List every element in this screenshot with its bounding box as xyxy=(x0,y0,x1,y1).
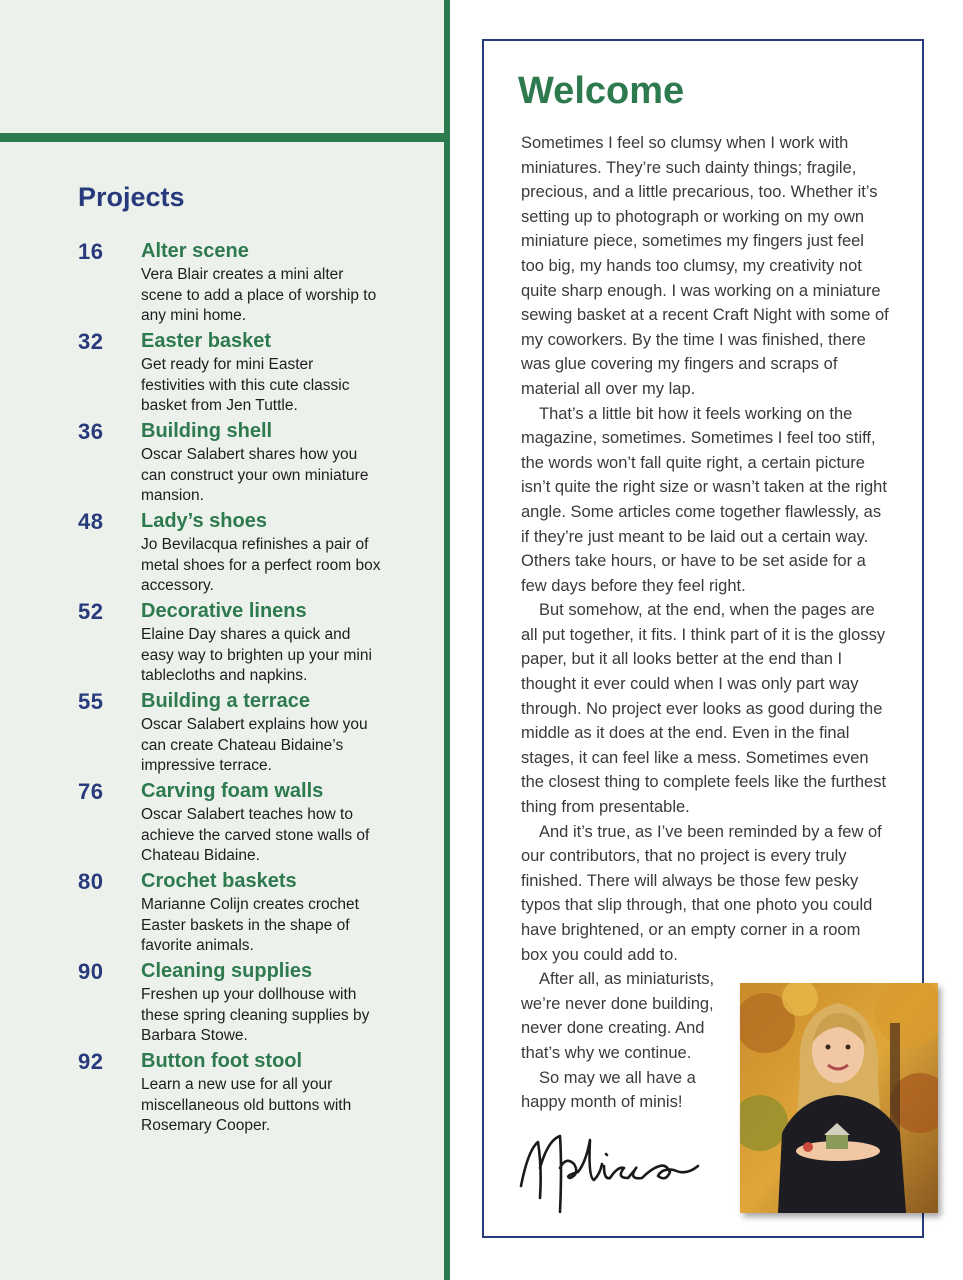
project-title: Lady’s shoes xyxy=(141,510,267,532)
project-description: Oscar Salabert explains how you can create Chateau Bidaine’s impressive terrace. xyxy=(141,716,368,774)
project-entry[interactable] xyxy=(78,510,438,600)
project-description: Freshen up your dollhouse with these spring cleaning supplies by Barbara Stowe. xyxy=(141,986,370,1044)
vertical-divider xyxy=(444,0,450,1280)
project-title: Alter scene xyxy=(141,240,249,262)
letter-paragraph: After all, as miniaturists, we’re never done building, never done creating. And that’s why we continue. xyxy=(521,970,715,1062)
project-page-number: 52 xyxy=(78,599,104,624)
project-list xyxy=(78,240,438,1140)
signature xyxy=(516,1128,716,1218)
welcome-title: Welcome xyxy=(518,70,685,112)
letter-paragraph: Sometimes I feel so clumsy when I work with miniatures. They’re such dainty things; fragile, precious, and a little precarious, too. Whether it’s setting up to photograph or working on my own miniature piece, sometimes my fingers just feel too big, my hands too clumsy, my creativity not quite sharp enough. I was working on a miniature sewing basket at a recent Craft Night with some of my coworkers. By the time I was finished, there was glue covering my fingers and scraps of material all over my lap. xyxy=(521,134,889,398)
letter-paragraph: And it’s true, as I’ve been reminded by a few of our contributors, that no project is every truly finished. There will always be those few pesky typos that slip through, that one photo you could have brightened, or an empty corner in a room box you could add to. xyxy=(521,822,882,964)
project-title: Easter basket xyxy=(141,330,272,352)
horizontal-divider xyxy=(0,133,444,142)
project-entry[interactable] xyxy=(78,420,438,510)
project-description: Learn a new use for all your miscellaneous old buttons with Rosemary Cooper. xyxy=(141,1076,352,1134)
project-entry[interactable] xyxy=(78,330,438,420)
project-entry[interactable] xyxy=(78,240,438,330)
editor-photo xyxy=(740,983,938,1213)
project-page-number: 90 xyxy=(78,959,104,984)
project-entry[interactable] xyxy=(78,1050,438,1140)
projects-heading: Projects xyxy=(78,182,185,212)
project-title: Button foot stool xyxy=(141,1050,303,1072)
project-description: Elaine Day shares a quick and easy way to brighten up your mini tablecloths and napkins. xyxy=(141,626,372,684)
project-description: Oscar Salabert teaches how to achieve the carved stone walls of Chateau Bidaine. xyxy=(141,806,370,864)
project-entry[interactable] xyxy=(78,600,438,690)
project-description: Marianne Colijn creates crochet Easter baskets in the shape of favorite animals. xyxy=(141,896,359,954)
project-page-number: 55 xyxy=(78,689,104,714)
letter-paragraph: But somehow, at the end, when the pages are all put together, it fits. I think part of it is the glossy paper, but it all looks better at the end than I thought it ever could when I was only part way through. No project ever looks as good during the middle as it does at the end. Even in the final stages, it can feel like a mess. Sometimes even the closest thing to complete feels like the furthest thing from presentable. xyxy=(521,601,887,817)
project-title: Building a terrace xyxy=(141,690,310,712)
project-entry[interactable] xyxy=(78,690,438,780)
project-title: Cleaning supplies xyxy=(141,960,313,982)
project-page-number: 80 xyxy=(78,869,104,894)
project-description: Oscar Salabert shares how you can construct your own miniature mansion. xyxy=(141,446,369,504)
project-entry[interactable] xyxy=(78,780,438,870)
project-page-number: 48 xyxy=(78,509,104,534)
project-title: Crochet baskets xyxy=(141,870,297,892)
project-title: Building shell xyxy=(141,420,273,442)
project-description: Jo Bevilacqua refinishes a pair of metal shoes for a perfect room box accessory. xyxy=(141,536,381,594)
project-page-number: 36 xyxy=(78,419,104,444)
letter-paragraph: So may we all have a happy month of minis! xyxy=(521,1068,696,1112)
project-page-number: 32 xyxy=(78,329,104,354)
project-entry[interactable] xyxy=(78,870,438,960)
project-page-number: 92 xyxy=(78,1049,104,1074)
project-description: Vera Blair creates a mini alter scene to add a place of worship to any mini home. xyxy=(141,266,377,324)
project-page-number: 16 xyxy=(78,239,104,264)
letter-paragraph: That’s a little bit how it feels working on the magazine, sometimes. Sometimes I feel too stiff, the words won’t fall quite right, a certain picture isn’t quite the right size or wasn’t taken at the right angle. Some articles come together flawlessly, as if they’re just meant to be laid out a certain way. Others take hours, or have to be set aside for a few days before they feel right. xyxy=(521,404,887,595)
project-description: Get ready for mini Easter festivities with this cute classic basket from Jen Tuttle. xyxy=(141,356,350,414)
project-entry[interactable] xyxy=(78,960,438,1050)
project-page-number: 76 xyxy=(78,779,104,804)
project-title: Decorative linens xyxy=(141,600,307,622)
project-title: Carving foam walls xyxy=(141,780,324,802)
editor-letter xyxy=(521,131,889,1115)
